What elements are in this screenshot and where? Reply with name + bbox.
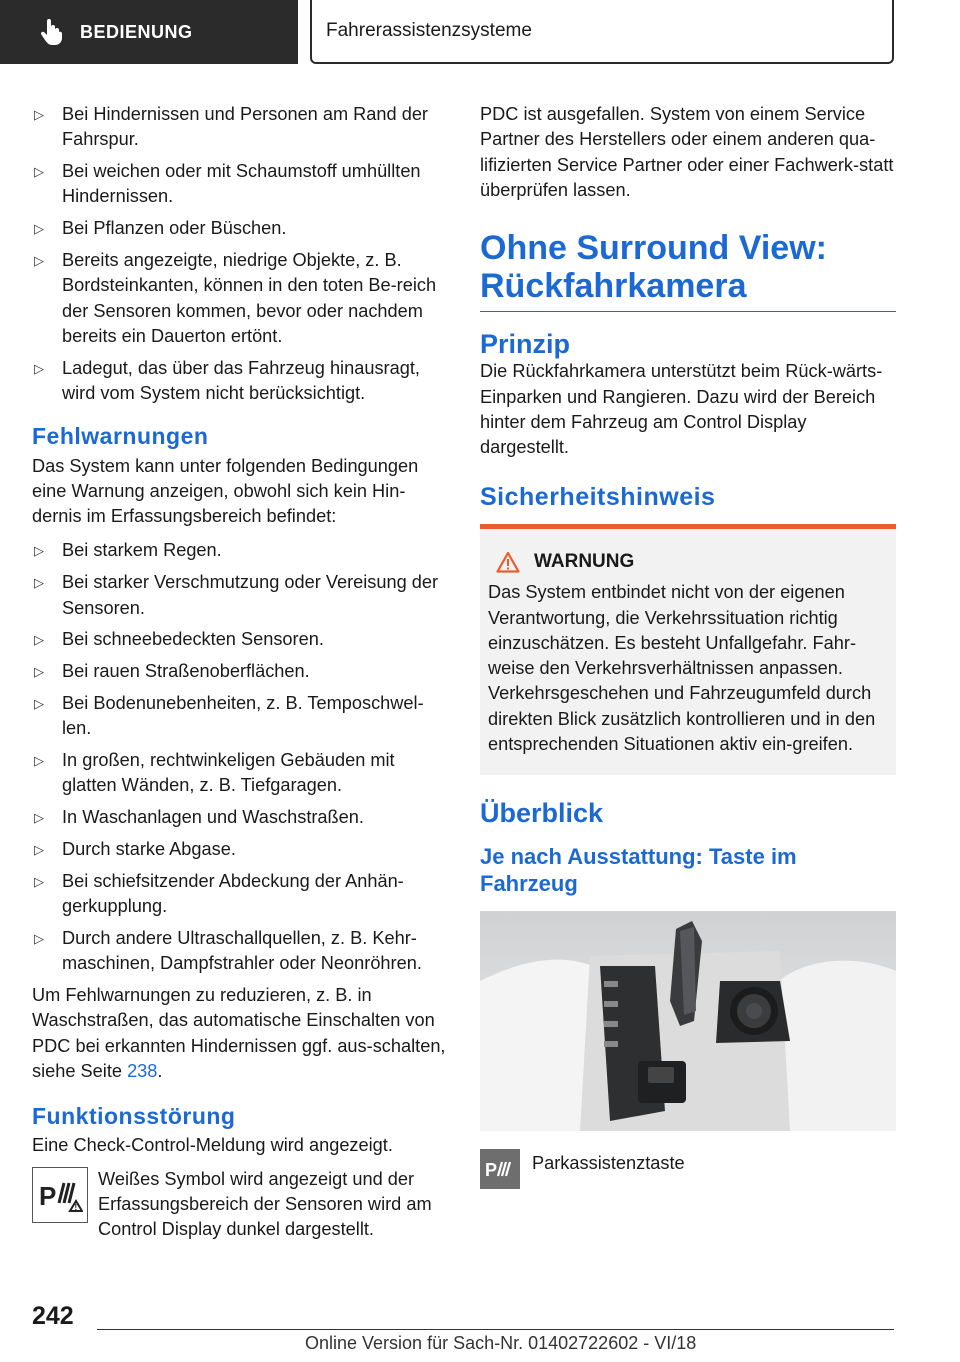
fehlwarnungen-intro: Das System kann unter folgenden Bedingungen eine Warnung anzeigen, obwohl sich kein Hin-dernis im Erfassungsbereich befindet: bbox=[32, 455, 419, 527]
pdc-symbol-icon bbox=[32, 1167, 88, 1223]
triangle-bullet-icon: ▷ bbox=[34, 810, 44, 826]
page-link[interactable]: 238 bbox=[127, 1060, 158, 1081]
pdc-icon-row bbox=[32, 1167, 450, 1243]
list-item: ▷ Durch starke Abgase. bbox=[32, 837, 450, 862]
fehlwarnungen-list bbox=[32, 538, 450, 976]
icon-description: Weißes Symbol wird angezeigt und der Erfassungsbereich der Sensoren wird am Control Display dunkel dargestellt. bbox=[98, 1168, 432, 1240]
caption-text: Parkassistenztaste bbox=[532, 1152, 685, 1173]
rueckfahrkamera-heading: Ohne Surround View: Rückfahrkamera bbox=[480, 229, 896, 312]
triangle-bullet-icon: ▷ bbox=[34, 543, 44, 559]
footer-text: Online Version für Sach-Nr. 01402722602 - VI/18 bbox=[305, 1333, 697, 1353]
list-item: ▷ Bei rauen Straßenoberflächen. bbox=[32, 659, 450, 684]
footer-divider bbox=[97, 1329, 894, 1330]
triangle-bullet-icon: ▷ bbox=[34, 841, 44, 857]
triangle-bullet-icon: ▷ bbox=[34, 753, 44, 769]
warning-text: Das System entbindet nicht von der eigenen Verantwortung, die Verkehrssituation richtig einzuschätzen. Es besteht Unfallgefahr. Fahr-weise den Verkehrsverhältnissen anpassen. Verkehrsgeschehen und Fahrzeugumfeld durch direkten Blick zusätzlich kontrollieren und in den entsprechenden Situationen aktiv ein-greifen. bbox=[488, 582, 876, 755]
stoerung-text: Eine Check-Control-Meldung wird angezeigt. bbox=[32, 1135, 393, 1156]
ueberblick-heading: Überblick bbox=[480, 798, 604, 829]
list-item: ▷ In Waschanlagen und Waschstraßen. bbox=[32, 805, 450, 830]
funktionsstoerung-heading: Funktionsstörung bbox=[32, 1103, 236, 1130]
left-column bbox=[32, 102, 450, 1243]
list-item: ▷ Bei Bodenunebenheiten, z. B. Temposchwel-len. bbox=[34, 692, 424, 739]
triangle-bullet-icon: ▷ bbox=[34, 664, 44, 680]
list-item: ▷ Bereits angezeigte, niedrige Objekte, z. B. Bordsteinkanten, können in den toten Be-reich der Sensoren kommen, bevor oder nachdem bereits ein Dauerton ertönt. bbox=[34, 249, 437, 346]
ausstattung-heading: Je nach Ausstattung: Taste im Fahrzeug bbox=[480, 843, 797, 896]
subsection-label: Fahrerassistenzsysteme bbox=[326, 20, 532, 41]
triangle-bullet-icon: ▷ bbox=[34, 632, 44, 648]
triangle-bullet-icon: ▷ bbox=[34, 252, 44, 268]
triangle-bullet-icon: ▷ bbox=[34, 873, 44, 889]
warning-header bbox=[488, 549, 888, 574]
triangle-bullet-icon: ▷ bbox=[34, 107, 44, 122]
warning-title: WARNUNG bbox=[534, 550, 635, 572]
center-console-photo bbox=[480, 911, 896, 1131]
hindernisse-list bbox=[32, 102, 450, 406]
svg-text:P: P bbox=[485, 1159, 498, 1180]
svg-text:P: P bbox=[39, 1180, 57, 1211]
list-item: ▷ Durch andere Ultraschallquellen, z. B. Kehr-maschinen, Dampfstrahler oder Neonröhren. bbox=[34, 927, 422, 974]
warning-box bbox=[480, 524, 896, 775]
list-item: ▷ Bei weichen oder mit Schaumstoff umhüllten Hindernissen. bbox=[34, 161, 421, 207]
hand-icon bbox=[40, 19, 64, 45]
list-item: ▷ Bei starkem Regen. bbox=[32, 538, 450, 563]
triangle-bullet-icon: ▷ bbox=[34, 360, 44, 376]
list-item: ▷ Bei starker Verschmutzung oder Vereisung der Sensoren. bbox=[34, 572, 439, 618]
svg-text:!: ! bbox=[74, 1202, 78, 1212]
header-section-tab bbox=[0, 0, 298, 64]
prinzip-text: Die Rückfahrkamera unterstützt beim Rück-wärts-Einparken und Rangieren. Dazu wird der Bereich hinter dem Fahrzeug am Control Display dargestellt. bbox=[480, 361, 883, 458]
reduce-paragraph: Um Fehlwarnungen zu reduzieren, z. B. in Waschstraßen, das automatische Einschalten von PDC bei erkannten Hindernissen ggf. aus-schalten, siehe Seite 238. bbox=[32, 984, 446, 1081]
triangle-bullet-icon: ▷ bbox=[34, 930, 44, 946]
triangle-bullet-icon: ▷ bbox=[34, 695, 44, 711]
caption-row bbox=[480, 1149, 896, 1189]
pdc-failure-text: PDC ist ausgefallen. System von einem Service Partner des Herstellers oder einem anderen qua-lifizierten Service Partner oder einer Fachwerk-statt überprüfen lassen. bbox=[480, 104, 894, 200]
fehlwarnungen-heading: Fehlwarnungen bbox=[32, 423, 209, 450]
triangle-bullet-icon: ▷ bbox=[34, 575, 44, 591]
list-item: ▷ Ladegut, das über das Fahrzeug hinausragt, wird vom System nicht berücksichtigt. bbox=[34, 357, 420, 403]
triangle-bullet-icon: ▷ bbox=[34, 164, 44, 180]
header-subsection bbox=[310, 0, 894, 64]
warning-triangle-icon bbox=[496, 551, 520, 573]
sicherheitshinweis-heading: Sicherheitshinweis bbox=[480, 482, 716, 511]
list-item: ▷ Bei Hindernissen und Personen am Rand der Fahrspur. bbox=[34, 104, 428, 150]
section-label: BEDIENUNG bbox=[80, 21, 193, 42]
list-item: ▷ Bei schneebedeckten Sensoren. bbox=[32, 627, 450, 652]
prinzip-heading: Prinzip bbox=[480, 329, 571, 360]
parking-assistant-icon bbox=[480, 1149, 520, 1189]
page-number: 242 bbox=[32, 1302, 74, 1330]
list-item: ▷ Bei Pflanzen oder Büschen. bbox=[32, 216, 450, 241]
triangle-bullet-icon: ▷ bbox=[34, 221, 44, 237]
list-item: ▷ In großen, rechtwinkeligen Gebäuden mit glatten Wänden, z. B. Tiefgaragen. bbox=[34, 750, 395, 796]
right-column bbox=[480, 102, 896, 1189]
list-item: ▷ Bei schiefsitzender Abdeckung der Anhän-gerkupplung. bbox=[34, 870, 404, 917]
